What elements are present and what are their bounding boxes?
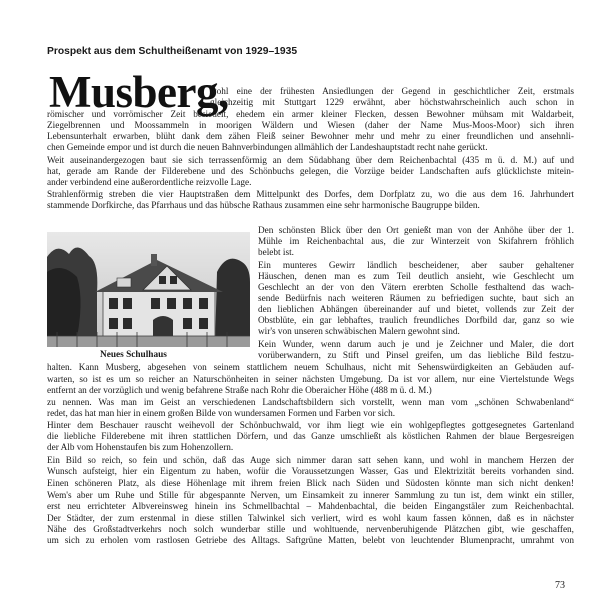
side-line: Mühle im Reichenbachtal aus, die zur Winterzeit von Skifahrern fröhlich xyxy=(258,237,574,247)
body-line: stammende Dorfkirche, das Pfarrhaus und das hübsche Rathaus zusammen eine sehr harmonische Baugruppe bilden. xyxy=(47,201,480,211)
side-line: wir's von unseren schwäbischen Malern gewohnt sind. xyxy=(258,327,460,337)
body-line: Wunsch aufsteigt, hier ein Eigentum zu haben, wofür die Voraussetzungen Wasser, Gas und Elektrizität bereits vorhanden sind. xyxy=(47,467,574,477)
body-line: redet, das hat man hier in einem großen Bilde von wundersamen Formen und Farben vor sich. xyxy=(47,409,396,419)
body-line: Weit auseinandergezogen baut sie sich terrassenförmig an dem Südabhang über dem Reichenbachtal (435 m ü. d. M.) auf und xyxy=(47,156,574,166)
body-line: halten. Kann Musberg, abgesehen von seinem stattlichem neuem Schulhaus, nicht mit Sehenswürdigkeiten an Gebäuden auf- xyxy=(47,363,574,373)
side-line: sende Bedürfnis nach weiteren Räumen zu befriedigen suchte, baut sich an xyxy=(258,294,574,304)
body-line: erst neu errichteter Albvereinsweg hinein ins Schmellbachtal – Mahdenbachtal, die beiden Eingangstäler zum Reichenbachtal. xyxy=(47,502,574,512)
body-line: Hinter dem Beschauer rauscht weihevoll der Schönbuchwald, vor ihm liegt wie ein wohlgepflegtes gottgesegnetes Gartenland xyxy=(47,421,574,431)
side-line: Den schönsten Blick über den Ort genießt man von der Anhöhe über der 1. xyxy=(258,226,574,236)
body-line: warten, so ist es um so reicher an Naturschönheiten in seiner nächsten Umgebung. Da ist vor allem, nur eine Viertelstunde Wegs xyxy=(47,375,574,385)
body-line: die liebliche Filderebene mit ihren stattlichen Dörfern, und das Ganze umschließt als köstlichen Rahmen der blaue Bergesreigen xyxy=(47,432,574,442)
body-line: hat, gerade am Rande der Filderebene und des Schönbuchs gelegen, die Vorzüge beider Landschaften aufs glücklichste mitein- xyxy=(47,167,574,177)
body-line: Strahlenförmig streben die vier Hauptstraßen dem Mittelpunkt des Dorfes, dem Dorfplatz zu, wo die aus dem 16. Jahrhundert xyxy=(47,190,574,200)
page-header: Prospekt aus dem Schultheißenamt von 1929–1935 xyxy=(47,46,298,57)
page-number: 73 xyxy=(555,580,565,591)
body-line: Einen schöneren Platz, als diese Höhenlage mit ihrem freien Blick nach Süden und Südosten könnte man sich nicht denken! xyxy=(47,479,574,489)
side-line: Kein Wunder, wenn darum auch je und je Zeichner und Maler, die dort xyxy=(258,340,574,350)
side-line: belebt ist. xyxy=(258,248,294,258)
school-house-illustration xyxy=(47,232,250,347)
body-line: chen Gemeinde empor und ist durch die neuen Bahnverbindungen allmählich der Landeshauptstadt recht nahe gerückt. xyxy=(47,143,488,153)
side-line: Obstblüte, ein gar lebhaftes, traulich freundliches Dorfbild dar, ganz so wie xyxy=(258,316,574,326)
side-line: den lieblichen Abhängen übereinander auf und bietet, vollends zur Zeit der xyxy=(258,305,574,315)
body-line: Wem's aber um Ruhe und Stille für abgespannte Nerven, um Einsamkeit zu innerer Sammlung zu tun ist, dem winkt ein stiller, xyxy=(47,491,574,501)
intro-line: wohl eine der frühesten Ansiedlungen der Gegend in geschichtlicher Zeit, erstmals xyxy=(210,87,574,97)
article-title: Musberg, xyxy=(49,67,229,117)
body-line: um sich zu erholen vom rastlosen Getriebe des Alltags. Saftgrüne Matten, belebt von leuchtender Blumenpracht, umrahmt von xyxy=(47,536,574,546)
body-line: entfernt an der vorzüglich und wenig befahrene Straße nach Rohr die Oberaicher Höhe (488 m ü. d. M.) xyxy=(47,386,432,396)
side-line: Ein munteres Gewirr ländlich bescheidener, aber sauber gehaltener xyxy=(258,261,574,271)
side-line: vorüberwandern, zu Stift und Pinsel greifen, um das liebliche Bild festzu- xyxy=(258,351,574,361)
body-line: Der Städter, der zum erstenmal in diese stillen Talwinkel sich verliert, wird es wohl kaum fassen können, daß es in nächster xyxy=(47,514,574,524)
intro-line: gleichzeitig mit Stuttgart 1229 erwähnt, aber höchstwahrscheinlich auch schon in xyxy=(210,98,574,108)
side-line: Geschlecht an der von den Vätern ererbten Scholle festhaltend das wach- xyxy=(258,283,574,293)
body-line: Nähe des Großstadtverkehrs noch solch wunderbar stille und wohltuende, nervenberuhigende Plätzchen gibt, wie geschaffen, xyxy=(47,525,574,535)
body-line: Ziegelbrennen und Moossammeln in moorigen Wäldern und Wiesen (daher der Name Mus-Moos-Moor) sich ihren xyxy=(47,121,574,131)
body-line: ander verbindend eine außerordentliche reizvolle Lage. xyxy=(47,178,252,188)
body-line: zu nennen. Was man im Geist an verschiedenen Landschaftsbildern sich vorstellt, wenn man vom „schönen Schwabenland“ xyxy=(47,398,574,408)
side-line: Häuschen, denen man es zum Teil deutlich ansieht, wie Geschlecht um xyxy=(258,272,574,282)
body-line: Ein Bild so reich, so fein und schön, daß das Auge sich nimmer daran satt sehen kann, und wohl in manchem Herzen der xyxy=(47,456,574,466)
photo-caption: Neues Schulhaus xyxy=(100,350,167,360)
body-line: der Alb vom Hohenstaufen bis zum Hohenzollern. xyxy=(47,443,234,453)
body-line: Lebensunterhalt erwarben, blüht dank dem zähen Fleiß seiner Bewohner mehr und mehr zu einer freundlichen und ansehnli- xyxy=(47,132,574,142)
body-line: römischer und vorrömischer Zeit besiedelt, ehedem ein armer kleiner Flecken, dessen Bewohner mühsam mit Waldarbeit, xyxy=(47,110,574,120)
school-house-photo xyxy=(47,232,250,347)
